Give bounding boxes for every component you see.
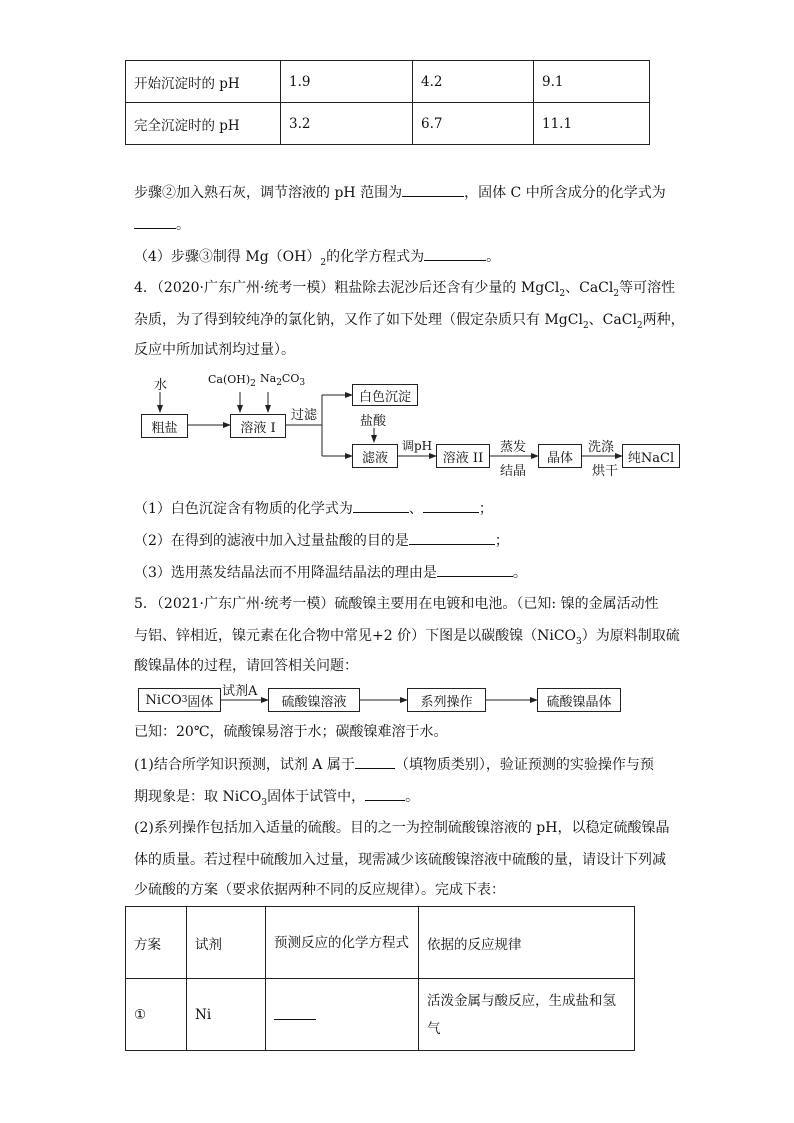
box-solution-1: 溶液 I [230,414,286,438]
box-crude-salt: 粗盐 [141,414,188,438]
label-reagent-a: 试剂A [222,684,258,699]
table-header-row [126,907,635,979]
q5-line2 [134,626,680,652]
label-adjust-ph: 调pH [402,439,433,453]
box-white-precipitate: 白色沉淀 [352,384,418,406]
subscript: 2 [559,288,566,299]
text: ，固体 C 中所含成分的化学式为 [464,185,666,201]
table-cell: ① [126,979,187,1051]
box-nickel-sulfate-solution: 硫酸镍溶液 [268,688,360,712]
table-cell: 9.1 [534,61,650,103]
table-cell [266,979,419,1051]
q4-sub1 [134,498,493,519]
label-hcl: 盐酸 [360,414,387,429]
table-row [126,979,635,1051]
box-pure-nacl: 纯NaCl [622,444,680,468]
text: 、CaCl [565,280,614,296]
text: 固体于试管中， [267,789,366,805]
q4-sub3 [134,562,527,583]
text: 固体 [187,694,214,710]
subscript: 2 [613,288,620,299]
text: （填物质类别），验证预测的实验操作与预 [394,757,654,773]
q5-part1-line1 [134,754,654,775]
text: 与铝、锌相近，镍元素在化合物中常见+2 价）下图是以碳酸镍（NiCO [134,628,577,644]
label-dry: 烘干 [592,464,619,479]
label-water: 水 [154,378,168,393]
answer-blank[interactable] [274,1005,316,1020]
q5-part2-line3 [134,880,505,900]
text: 少硫酸的方案（要求依据两种不同的反应规律）。完成下表： [134,882,505,898]
text: 已知：20℃，硫酸镍易溶于水；碳酸镍难溶于水。 [134,724,448,740]
text: 两种， [642,312,685,328]
subscript: 3 [261,797,268,808]
text: Na [260,372,277,385]
q5-line3 [134,656,358,676]
text: 4．（2020·广东广州·统考一模）粗盐除去泥沙后还含有少量的 MgCl [134,280,560,296]
label-caoh2 [208,373,256,389]
box-nickel-sulfate-crystal: 硫酸镍晶体 [537,688,621,712]
table-cell: 开始沉淀时的 pH [126,61,281,103]
table-cell: 3.2 [281,103,413,145]
text: 。 [405,789,420,805]
header-cell: 方案 [126,907,187,979]
header-cell: 试剂 [187,907,266,979]
table-cell: 完全沉淀时的 pH [126,103,281,145]
text: 。 [176,217,190,233]
label-filter: 过滤 [291,408,318,423]
answer-blank[interactable] [409,530,495,545]
subscript: 3 [181,695,188,705]
text: 步骤②加入熟石灰，调节溶液的 pH 范围为 [134,185,403,201]
table-cell: 1.9 [281,61,413,103]
text: 、CaCl [588,312,637,328]
label-na2co3 [260,372,305,388]
text: （4）步骤③制得 Mg（OH） [134,249,321,265]
table-cell: 11.1 [534,103,650,145]
text: 反应中所加试剂均过量）。 [134,342,295,358]
answer-blank[interactable] [365,786,405,801]
text: （3）选用蒸发结晶法而不用降温结晶法的理由是 [134,565,437,581]
q5-part2-line2 [134,850,666,870]
q5-part1-line2 [134,786,419,813]
table-cell: 6.7 [413,103,534,145]
text: （2）在得到的滤液中加入过量盐酸的目的是 [134,533,409,549]
table-cell: 活泼金属与酸反应，生成盐和氢气 [419,979,635,1051]
text: 。 [486,249,501,265]
text: Ca(OH) [208,373,251,386]
text: 、 [408,501,423,517]
subscript: 2 [582,320,589,331]
answer-blank[interactable] [423,498,479,513]
subscript: 3 [299,378,306,389]
label-wash: 洗涤 [588,440,615,455]
box-nico3-solid [138,688,221,712]
table-cell: Ni [187,979,266,1051]
q4-sub2 [134,530,509,551]
header-cell: 预测反应的化学方程式 [266,907,419,979]
text: ）为原料制取硫 [581,628,680,644]
text: (1)结合所学知识预测，试剂 A 属于 [134,757,355,773]
header-cell: 依据的反应规律 [419,907,635,979]
q5-known [134,722,447,742]
text: CO [281,372,300,385]
text: （1）白色沉淀含有物质的化学式为 [134,501,353,517]
text: ； [478,501,493,517]
q5-part2-line1 [134,818,669,838]
label-evaporate: 蒸发 [500,440,527,455]
subscript: 2 [320,257,327,268]
text: ； [494,533,509,549]
subscript: 2 [250,379,256,390]
subscript: 3 [576,636,582,647]
text: 的化学方程式为 [326,249,425,265]
text: (2)系列操作包括加入适量的硫酸。目的之一为控制硫酸镍溶液的 pH，以稳定硫酸镍晶 [134,820,670,836]
table-cell: 4.2 [413,61,534,103]
answer-blank[interactable] [355,754,395,769]
scheme-table [125,906,635,1051]
text: 酸镍晶体的过程，请回答相关问题： [134,658,358,674]
q5-line1 [134,594,659,614]
text: 等可溶性 [619,280,676,296]
box-solution-2: 溶液 II [436,444,490,468]
text: 5．（2021·广东广州·统考一模）硫酸镍主要用在电镀和电池。（已知: 镍的金属活动性 [134,596,659,612]
label-crystallize: 结晶 [500,464,527,479]
text: NiCO [145,692,182,708]
text: 体的质量。若过程中硫酸加入过量，现需减少该硫酸镍溶液中硫酸的量，请设计下列减 [134,852,666,868]
box-crystal: 晶体 [538,444,582,468]
text: 期现象是：取 NiCO [134,789,262,805]
text: 。 [512,565,527,581]
answer-blank[interactable] [437,562,513,577]
box-series-operations: 系列操作 [407,688,486,712]
subscript: 2 [636,320,643,331]
answer-blank[interactable] [353,498,409,513]
box-filtrate: 滤液 [352,444,398,468]
subscript: 2 [276,378,282,389]
text: 杂质，为了得到较纯净的氯化钠，又作了如下处理（假定杂质只有 MgCl [134,312,583,328]
